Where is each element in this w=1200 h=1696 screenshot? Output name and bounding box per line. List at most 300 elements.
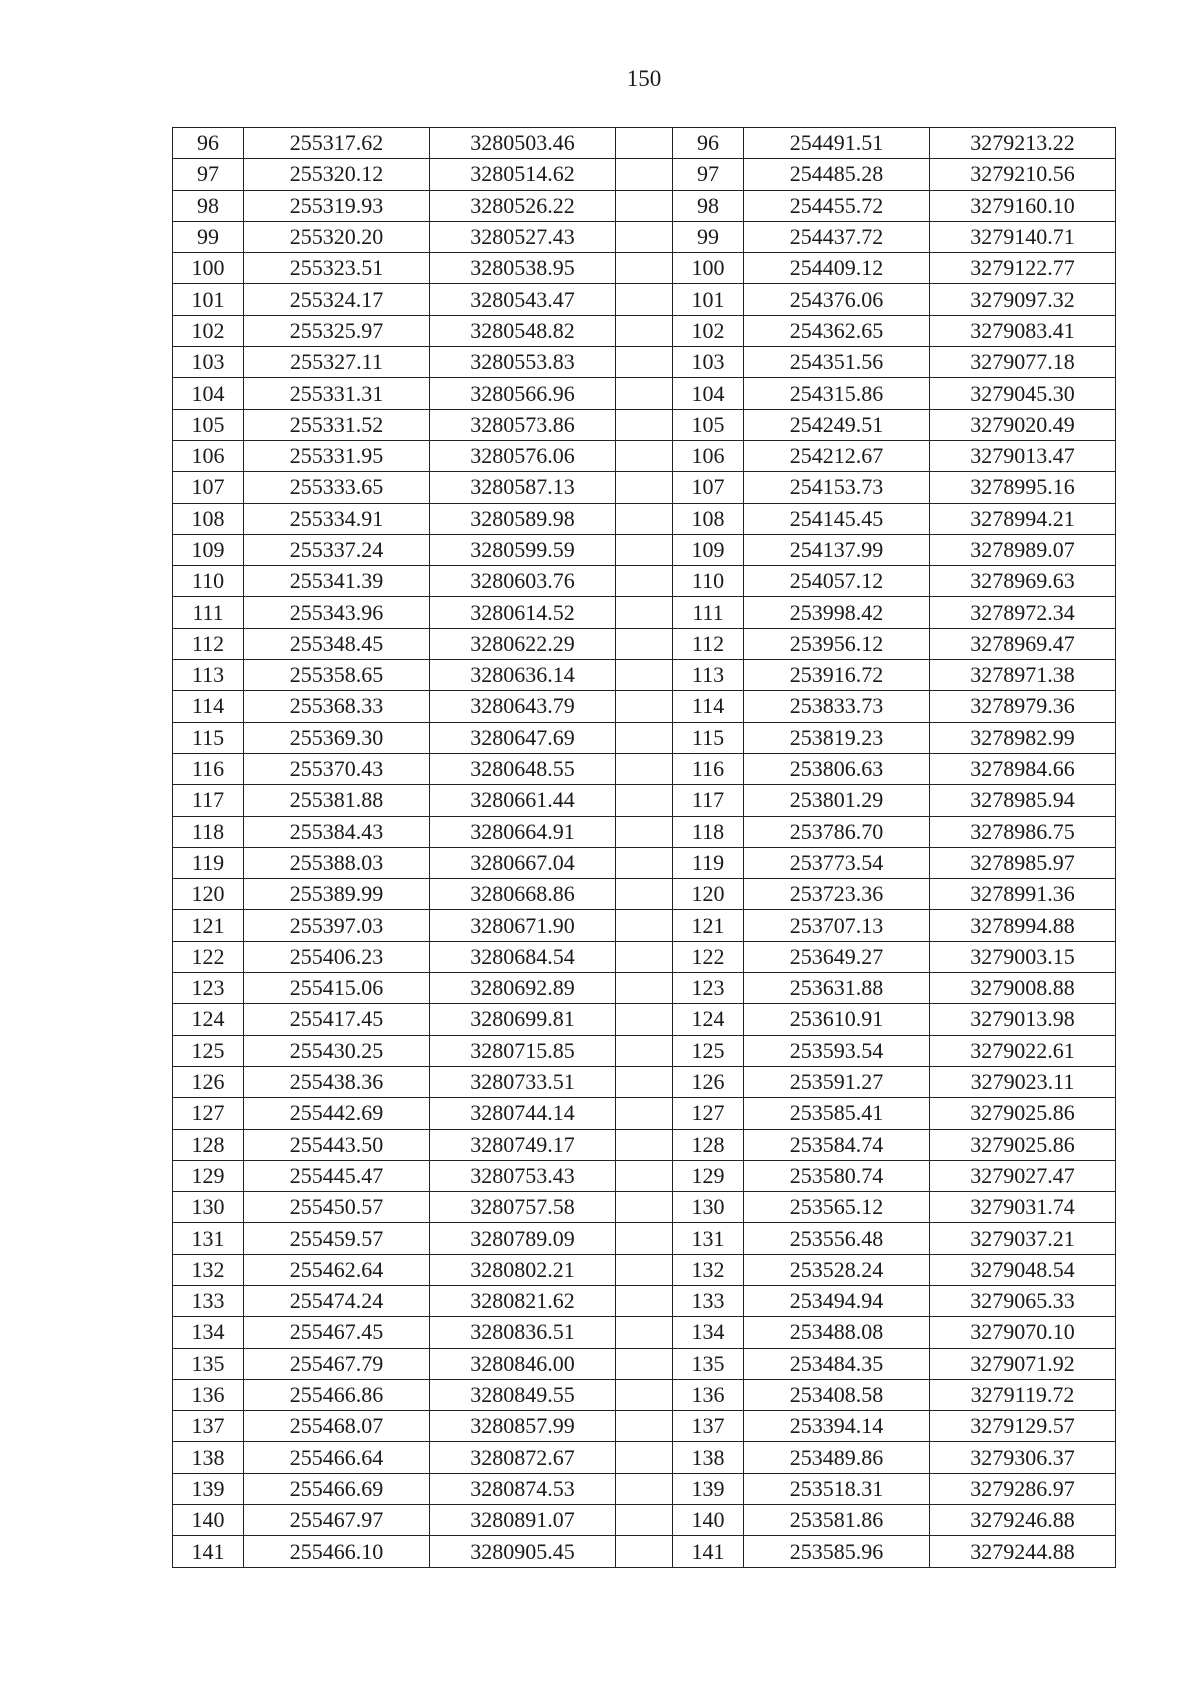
x-coordinate-left: 255369.30 [244,722,430,753]
x-coordinate-left: 255417.45 [244,1004,430,1035]
point-number-left: 122 [173,941,244,972]
x-coordinate-left: 255331.31 [244,378,430,409]
point-number-left: 120 [173,879,244,910]
point-number-right: 110 [673,566,744,597]
point-number-right: 96 [673,128,744,159]
table-row [173,472,1116,503]
y-coordinate-right: 3279160.10 [930,190,1116,221]
x-coordinate-right: 254057.12 [744,566,930,597]
table-row [173,315,1116,346]
spacer-cell [616,753,673,784]
point-number-left: 104 [173,378,244,409]
y-coordinate-right: 3279048.54 [930,1254,1116,1285]
y-coordinate-left: 3280692.89 [430,973,616,1004]
y-coordinate-right: 3279246.88 [930,1505,1116,1536]
x-coordinate-left: 255438.36 [244,1066,430,1097]
spacer-cell [616,1285,673,1316]
spacer-cell [616,1536,673,1567]
x-coordinate-right: 253833.73 [744,691,930,722]
point-number-left: 106 [173,440,244,471]
y-coordinate-right: 3279045.30 [930,378,1116,409]
y-coordinate-right: 3278991.36 [930,879,1116,910]
y-coordinate-right: 3278989.07 [930,534,1116,565]
table-row [173,1160,1116,1191]
spacer-cell [616,190,673,221]
point-number-right: 108 [673,503,744,534]
table-row [173,973,1116,1004]
y-coordinate-left: 3280643.79 [430,691,616,722]
point-number-left: 96 [173,128,244,159]
table-row [173,378,1116,409]
point-number-right: 124 [673,1004,744,1035]
table-row [173,1192,1116,1223]
x-coordinate-left: 255333.65 [244,472,430,503]
x-coordinate-right: 254145.45 [744,503,930,534]
point-number-right: 109 [673,534,744,565]
point-number-right: 117 [673,785,744,816]
y-coordinate-right: 3279027.47 [930,1160,1116,1191]
y-coordinate-right: 3278971.38 [930,660,1116,691]
spacer-cell [616,472,673,503]
point-number-right: 111 [673,597,744,628]
x-coordinate-right: 253593.54 [744,1035,930,1066]
point-number-left: 110 [173,566,244,597]
table-row [173,628,1116,659]
spacer-cell [616,722,673,753]
y-coordinate-right: 3279077.18 [930,347,1116,378]
point-number-right: 130 [673,1192,744,1223]
x-coordinate-right: 253528.24 [744,1254,930,1285]
x-coordinate-right: 253649.27 [744,941,930,972]
y-coordinate-left: 3280553.83 [430,347,616,378]
point-number-right: 100 [673,253,744,284]
x-coordinate-right: 253394.14 [744,1411,930,1442]
x-coordinate-left: 255324.17 [244,284,430,315]
x-coordinate-right: 253484.35 [744,1348,930,1379]
point-number-left: 100 [173,253,244,284]
y-coordinate-left: 3280661.44 [430,785,616,816]
table-row [173,941,1116,972]
point-number-left: 134 [173,1317,244,1348]
point-number-left: 107 [173,472,244,503]
x-coordinate-right: 253806.63 [744,753,930,784]
y-coordinate-left: 3280846.00 [430,1348,616,1379]
y-coordinate-left: 3280757.58 [430,1192,616,1223]
point-number-left: 125 [173,1035,244,1066]
point-number-left: 98 [173,190,244,221]
x-coordinate-right: 253916.72 [744,660,930,691]
y-coordinate-left: 3280573.86 [430,409,616,440]
y-coordinate-left: 3280905.45 [430,1536,616,1567]
table-row [173,284,1116,315]
x-coordinate-right: 254315.86 [744,378,930,409]
y-coordinate-right: 3279140.71 [930,221,1116,252]
point-number-left: 102 [173,315,244,346]
table-row [173,1473,1116,1504]
point-number-left: 116 [173,753,244,784]
y-coordinate-right: 3278979.36 [930,691,1116,722]
point-number-left: 124 [173,1004,244,1035]
spacer-cell [616,534,673,565]
x-coordinate-left: 255467.45 [244,1317,430,1348]
point-number-left: 131 [173,1223,244,1254]
point-number-right: 107 [673,472,744,503]
point-number-right: 115 [673,722,744,753]
y-coordinate-right: 3279286.97 [930,1473,1116,1504]
x-coordinate-left: 255327.11 [244,347,430,378]
y-coordinate-right: 3278984.66 [930,753,1116,784]
point-number-right: 132 [673,1254,744,1285]
x-coordinate-left: 255337.24 [244,534,430,565]
x-coordinate-right: 253773.54 [744,847,930,878]
y-coordinate-right: 3279244.88 [930,1536,1116,1567]
x-coordinate-left: 255381.88 [244,785,430,816]
point-number-left: 115 [173,722,244,753]
x-coordinate-left: 255341.39 [244,566,430,597]
spacer-cell [616,566,673,597]
y-coordinate-left: 3280715.85 [430,1035,616,1066]
table-row [173,879,1116,910]
y-coordinate-left: 3280684.54 [430,941,616,972]
spacer-cell [616,347,673,378]
table-row [173,660,1116,691]
point-number-left: 113 [173,660,244,691]
table-row [173,1536,1116,1567]
point-number-right: 133 [673,1285,744,1316]
y-coordinate-left: 3280647.69 [430,722,616,753]
spacer-cell [616,597,673,628]
table-row [173,409,1116,440]
x-coordinate-right: 253494.94 [744,1285,930,1316]
x-coordinate-right: 253956.12 [744,628,930,659]
table-row [173,503,1116,534]
y-coordinate-right: 3279065.33 [930,1285,1116,1316]
x-coordinate-right: 253786.70 [744,816,930,847]
x-coordinate-right: 253556.48 [744,1223,930,1254]
x-coordinate-right: 254409.12 [744,253,930,284]
point-number-left: 111 [173,597,244,628]
y-coordinate-left: 3280667.04 [430,847,616,878]
point-number-left: 140 [173,1505,244,1536]
y-coordinate-right: 3279003.15 [930,941,1116,972]
spacer-cell [616,1129,673,1160]
spacer-cell [616,378,673,409]
point-number-left: 141 [173,1536,244,1567]
point-number-right: 122 [673,941,744,972]
y-coordinate-right: 3279097.32 [930,284,1116,315]
x-coordinate-left: 255320.12 [244,159,430,190]
spacer-cell [616,1254,673,1285]
x-coordinate-right: 253518.31 [744,1473,930,1504]
y-coordinate-left: 3280526.22 [430,190,616,221]
table-row [173,1129,1116,1160]
point-number-left: 108 [173,503,244,534]
x-coordinate-right: 254437.72 [744,221,930,252]
x-coordinate-right: 253565.12 [744,1192,930,1223]
point-number-right: 129 [673,1160,744,1191]
spacer-cell [616,503,673,534]
point-number-left: 135 [173,1348,244,1379]
spacer-cell [616,1223,673,1254]
y-coordinate-left: 3280514.62 [430,159,616,190]
table-row [173,785,1116,816]
table-row [173,1254,1116,1285]
table-row [173,691,1116,722]
y-coordinate-left: 3280599.59 [430,534,616,565]
y-coordinate-right: 3278969.47 [930,628,1116,659]
x-coordinate-left: 255397.03 [244,910,430,941]
x-coordinate-right: 253580.74 [744,1160,930,1191]
point-number-right: 141 [673,1536,744,1567]
point-number-right: 137 [673,1411,744,1442]
y-coordinate-right: 3279210.56 [930,159,1116,190]
x-coordinate-left: 255450.57 [244,1192,430,1223]
spacer-cell [616,1192,673,1223]
spacer-cell [616,1473,673,1504]
spacer-cell [616,253,673,284]
table-row [173,253,1116,284]
x-coordinate-right: 254212.67 [744,440,930,471]
x-coordinate-left: 255445.47 [244,1160,430,1191]
point-number-right: 135 [673,1348,744,1379]
x-coordinate-left: 255466.64 [244,1442,430,1473]
y-coordinate-right: 3279037.21 [930,1223,1116,1254]
table-row [173,1348,1116,1379]
point-number-right: 119 [673,847,744,878]
table-row [173,1098,1116,1129]
table-row [173,1035,1116,1066]
x-coordinate-left: 255358.65 [244,660,430,691]
x-coordinate-right: 253585.96 [744,1536,930,1567]
y-coordinate-left: 3280699.81 [430,1004,616,1035]
x-coordinate-left: 255466.10 [244,1536,430,1567]
y-coordinate-right: 3279031.74 [930,1192,1116,1223]
x-coordinate-right: 254137.99 [744,534,930,565]
spacer-cell [616,628,673,659]
point-number-left: 137 [173,1411,244,1442]
table-row [173,722,1116,753]
point-number-right: 99 [673,221,744,252]
point-number-right: 126 [673,1066,744,1097]
y-coordinate-right: 3279122.77 [930,253,1116,284]
spacer-cell [616,440,673,471]
point-number-right: 116 [673,753,744,784]
point-number-right: 97 [673,159,744,190]
spacer-cell [616,409,673,440]
y-coordinate-right: 3278995.16 [930,472,1116,503]
y-coordinate-left: 3280576.06 [430,440,616,471]
spacer-cell [616,1066,673,1097]
spacer-cell [616,1004,673,1035]
x-coordinate-right: 254362.65 [744,315,930,346]
y-coordinate-right: 3278994.88 [930,910,1116,941]
coordinate-table [172,127,1116,1568]
spacer-cell [616,847,673,878]
y-coordinate-right: 3279008.88 [930,973,1116,1004]
y-coordinate-right: 3279020.49 [930,409,1116,440]
table-row [173,440,1116,471]
y-coordinate-left: 3280543.47 [430,284,616,315]
y-coordinate-left: 3280872.67 [430,1442,616,1473]
x-coordinate-right: 254351.56 [744,347,930,378]
y-coordinate-right: 3279070.10 [930,1317,1116,1348]
point-number-left: 99 [173,221,244,252]
x-coordinate-right: 253585.41 [744,1098,930,1129]
x-coordinate-right: 253489.86 [744,1442,930,1473]
table-row [173,1505,1116,1536]
x-coordinate-right: 254455.72 [744,190,930,221]
y-coordinate-left: 3280849.55 [430,1379,616,1410]
y-coordinate-left: 3280548.82 [430,315,616,346]
x-coordinate-right: 254485.28 [744,159,930,190]
x-coordinate-right: 253591.27 [744,1066,930,1097]
spacer-cell [616,284,673,315]
y-coordinate-left: 3280789.09 [430,1223,616,1254]
y-coordinate-left: 3280589.98 [430,503,616,534]
x-coordinate-right: 253584.74 [744,1129,930,1160]
y-coordinate-right: 3278986.75 [930,816,1116,847]
table-row [173,753,1116,784]
table-row [173,566,1116,597]
x-coordinate-left: 255368.33 [244,691,430,722]
y-coordinate-right: 3278985.97 [930,847,1116,878]
table-row [173,910,1116,941]
x-coordinate-left: 255466.69 [244,1473,430,1504]
y-coordinate-right: 3279025.86 [930,1098,1116,1129]
point-number-right: 103 [673,347,744,378]
spacer-cell [616,159,673,190]
y-coordinate-right: 3279306.37 [930,1442,1116,1473]
table-row [173,1223,1116,1254]
y-coordinate-left: 3280587.13 [430,472,616,503]
x-coordinate-left: 255331.52 [244,409,430,440]
spacer-cell [616,315,673,346]
coordinate-table-body [173,128,1116,1568]
y-coordinate-left: 3280891.07 [430,1505,616,1536]
point-number-left: 121 [173,910,244,941]
x-coordinate-left: 255343.96 [244,597,430,628]
point-number-right: 112 [673,628,744,659]
point-number-left: 101 [173,284,244,315]
spacer-cell [616,910,673,941]
y-coordinate-left: 3280648.55 [430,753,616,784]
x-coordinate-left: 255467.97 [244,1505,430,1536]
page-number: 150 [626,66,662,91]
table-row [173,1442,1116,1473]
point-number-right: 139 [673,1473,744,1504]
point-number-left: 136 [173,1379,244,1410]
point-number-right: 121 [673,910,744,941]
y-coordinate-left: 3280744.14 [430,1098,616,1129]
x-coordinate-left: 255459.57 [244,1223,430,1254]
point-number-left: 133 [173,1285,244,1316]
point-number-right: 114 [673,691,744,722]
y-coordinate-left: 3280874.53 [430,1473,616,1504]
y-coordinate-left: 3280636.14 [430,660,616,691]
spacer-cell [616,879,673,910]
x-coordinate-left: 255320.20 [244,221,430,252]
x-coordinate-right: 253581.86 [744,1505,930,1536]
point-number-right: 120 [673,879,744,910]
spacer-cell [616,128,673,159]
point-number-right: 138 [673,1442,744,1473]
x-coordinate-left: 255384.43 [244,816,430,847]
x-coordinate-left: 255415.06 [244,973,430,1004]
x-coordinate-left: 255323.51 [244,253,430,284]
spacer-cell [616,973,673,1004]
y-coordinate-left: 3280857.99 [430,1411,616,1442]
x-coordinate-right: 253998.42 [744,597,930,628]
x-coordinate-left: 255474.24 [244,1285,430,1316]
x-coordinate-left: 255334.91 [244,503,430,534]
y-coordinate-right: 3278994.21 [930,503,1116,534]
y-coordinate-left: 3280622.29 [430,628,616,659]
table-row [173,190,1116,221]
x-coordinate-left: 255442.69 [244,1098,430,1129]
x-coordinate-right: 253707.13 [744,910,930,941]
y-coordinate-left: 3280503.46 [430,128,616,159]
spacer-cell [616,691,673,722]
x-coordinate-left: 255325.97 [244,315,430,346]
x-coordinate-left: 255389.99 [244,879,430,910]
y-coordinate-left: 3280603.76 [430,566,616,597]
x-coordinate-left: 255388.03 [244,847,430,878]
x-coordinate-left: 255370.43 [244,753,430,784]
point-number-right: 98 [673,190,744,221]
x-coordinate-right: 253631.88 [744,973,930,1004]
x-coordinate-right: 254491.51 [744,128,930,159]
y-coordinate-right: 3279119.72 [930,1379,1116,1410]
spacer-cell [616,1035,673,1066]
x-coordinate-left: 255443.50 [244,1129,430,1160]
table-row [173,128,1116,159]
point-number-left: 112 [173,628,244,659]
y-coordinate-right: 3279023.11 [930,1066,1116,1097]
y-coordinate-left: 3280749.17 [430,1129,616,1160]
y-coordinate-left: 3280538.95 [430,253,616,284]
y-coordinate-right: 3279083.41 [930,315,1116,346]
spacer-cell [616,816,673,847]
table-row [173,1379,1116,1410]
y-coordinate-left: 3280821.62 [430,1285,616,1316]
x-coordinate-right: 253801.29 [744,785,930,816]
point-number-left: 117 [173,785,244,816]
x-coordinate-right: 253408.58 [744,1379,930,1410]
x-coordinate-left: 255430.25 [244,1035,430,1066]
table-row [173,847,1116,878]
y-coordinate-left: 3280664.91 [430,816,616,847]
point-number-left: 97 [173,159,244,190]
y-coordinate-left: 3280527.43 [430,221,616,252]
x-coordinate-left: 255331.95 [244,440,430,471]
y-coordinate-right: 3278969.63 [930,566,1116,597]
x-coordinate-right: 253610.91 [744,1004,930,1035]
point-number-right: 102 [673,315,744,346]
x-coordinate-left: 255462.64 [244,1254,430,1285]
x-coordinate-left: 255319.93 [244,190,430,221]
point-number-right: 125 [673,1035,744,1066]
table-row [173,816,1116,847]
y-coordinate-right: 3279022.61 [930,1035,1116,1066]
x-coordinate-left: 255468.07 [244,1411,430,1442]
y-coordinate-left: 3280753.43 [430,1160,616,1191]
table-row [173,597,1116,628]
y-coordinate-left: 3280668.86 [430,879,616,910]
table-row [173,1066,1116,1097]
x-coordinate-right: 253819.23 [744,722,930,753]
point-number-right: 123 [673,973,744,1004]
point-number-left: 109 [173,534,244,565]
